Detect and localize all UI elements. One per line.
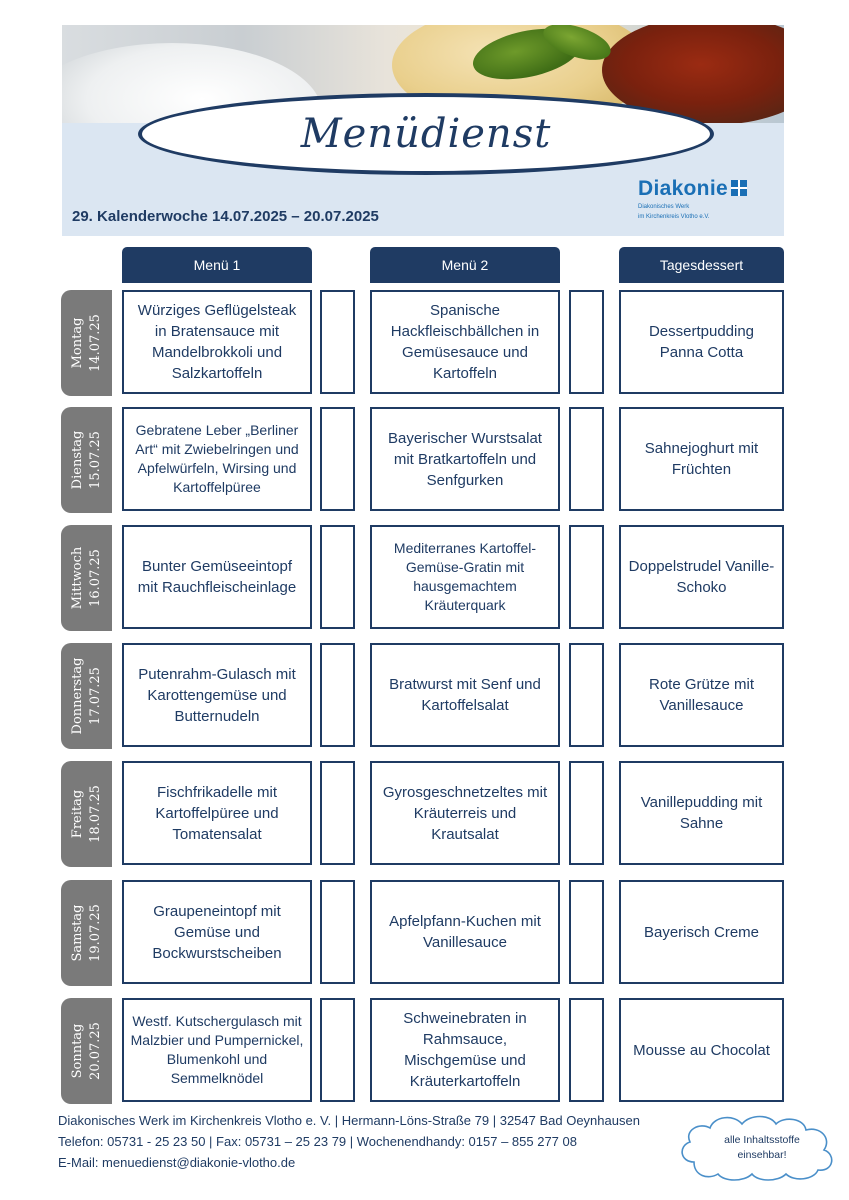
info-cloud bbox=[672, 1112, 849, 1184]
menu1-cell: Bunter Gemüseeintopf mit Rauchfleischeinlage bbox=[122, 525, 312, 629]
day-date: 16.07.25 bbox=[87, 549, 103, 607]
dessert-cell: Dessertpudding Panna Cotta bbox=[619, 290, 784, 394]
menu1-cell: Westf. Kutschergulasch mit Malzbier und Pumpernickel, Blumenkohl und Semmelknödel bbox=[122, 998, 312, 1102]
footer-address: Diakonisches Werk im Kirchenkreis Vlotho e. V. | Hermann-Löns-Straße 79 | 32547 Bad Oeynhausen bbox=[58, 1113, 640, 1128]
menu2-cell: Mediterranes Kartoffel-Gemüse-Gratin mit hausgemachtem Kräuterquark bbox=[370, 525, 560, 629]
day-name: Samstag bbox=[69, 904, 85, 962]
menu2-cell: Schweinebraten in Rahmsauce, Mischgemüse und Kräuterkartoffeln bbox=[370, 998, 560, 1102]
menu1-cell: Putenrahm-Gulasch mit Karottengemüse und Butternudeln bbox=[122, 643, 312, 747]
cloud-note: alle Inhaltsstoffe einsehbar! bbox=[724, 1134, 800, 1161]
menu2-order-box[interactable] bbox=[569, 998, 604, 1102]
day-tab bbox=[61, 525, 112, 631]
day-date: 20.07.25 bbox=[87, 1022, 103, 1080]
footer-phone: Telefon: 05731 - 25 23 50 | Fax: 05731 – 25 23 79 | Wochenendhandy: 0157 – 855 277 08 bbox=[58, 1134, 577, 1149]
menu1-order-box[interactable] bbox=[320, 998, 355, 1102]
menu1-cell: Würziges Geflügelsteak in Bratensauce mit Mandelbrokkoli und Salzkartoffeln bbox=[122, 290, 312, 394]
day-tab bbox=[61, 761, 112, 867]
day-date: 14.07.25 bbox=[87, 314, 103, 372]
day-name: Freitag bbox=[69, 789, 85, 839]
dessert-cell: Mousse au Chocolat bbox=[619, 998, 784, 1102]
title-oval bbox=[138, 93, 714, 175]
menu2-cell: Bayerischer Wurstsalat mit Bratkartoffeln und Senfgurken bbox=[370, 407, 560, 511]
day-tab bbox=[61, 998, 112, 1104]
dessert-cell: Vanillepudding mit Sahne bbox=[619, 761, 784, 865]
diakonie-cross-icon bbox=[731, 180, 747, 196]
logo-subline-1: Diakonisches Werk bbox=[638, 204, 690, 210]
page-title: Menüdienst bbox=[300, 111, 552, 157]
column-header-menu2: Menü 2 bbox=[370, 247, 560, 283]
day-tab bbox=[61, 407, 112, 513]
menu1-cell: Graupeneintopf mit Gemüse und Bockwurstscheiben bbox=[122, 880, 312, 984]
column-header-dessert: Tagesdessert bbox=[619, 247, 784, 283]
dessert-cell: Sahnejoghurt mit Früchten bbox=[619, 407, 784, 511]
day-tab bbox=[61, 290, 112, 396]
menu2-order-box[interactable] bbox=[569, 525, 604, 629]
menu2-order-box[interactable] bbox=[569, 407, 604, 511]
day-name: Mittwoch bbox=[69, 546, 85, 610]
day-name: Montag bbox=[69, 317, 85, 369]
dessert-cell: Doppelstrudel Vanille-Schoko bbox=[619, 525, 784, 629]
column-header-menu1: Menü 1 bbox=[122, 247, 312, 283]
menu2-order-box[interactable] bbox=[569, 761, 604, 865]
week-label: 29. Kalenderwoche 14.07.2025 – 20.07.2025 bbox=[72, 208, 379, 225]
menu2-cell: Spanische Hackfleischbällchen in Gemüsesauce und Kartoffeln bbox=[370, 290, 560, 394]
day-name: Donnerstag bbox=[69, 657, 85, 735]
logo-subline-2: im Kirchenkreis Vlotho e.V. bbox=[638, 214, 710, 220]
header bbox=[62, 25, 784, 236]
menu1-cell: Fischfrikadelle mit Kartoffelpüree und Tomatensalat bbox=[122, 761, 312, 865]
day-date: 19.07.25 bbox=[87, 904, 103, 962]
day-name: Sonntag bbox=[69, 1023, 85, 1079]
menu2-order-box[interactable] bbox=[569, 643, 604, 747]
day-date: 18.07.25 bbox=[87, 785, 103, 843]
dessert-cell: Rote Grütze mit Vanillesauce bbox=[619, 643, 784, 747]
day-tab bbox=[61, 643, 112, 749]
menu1-order-box[interactable] bbox=[320, 643, 355, 747]
menu2-order-box[interactable] bbox=[569, 880, 604, 984]
menu1-order-box[interactable] bbox=[320, 525, 355, 629]
footer bbox=[58, 1110, 640, 1173]
day-name: Dienstag bbox=[69, 430, 85, 490]
menu1-order-box[interactable] bbox=[320, 407, 355, 511]
day-tab bbox=[61, 880, 112, 986]
menu2-cell: Apfelpfann-Kuchen mit Vanillesauce bbox=[370, 880, 560, 984]
day-date: 15.07.25 bbox=[87, 431, 103, 489]
menu1-order-box[interactable] bbox=[320, 761, 355, 865]
footer-email[interactable]: E-Mail: menuedienst@diakonie-vlotho.de bbox=[58, 1155, 296, 1170]
logo-wordmark: Diakonie bbox=[638, 177, 728, 200]
menu2-order-box[interactable] bbox=[569, 290, 604, 394]
menu1-cell: Gebratene Leber „Berliner Art“ mit Zwiebelringen und Apfelwürfeln, Wirsing und Kartoffelpüree bbox=[122, 407, 312, 511]
menu2-cell: Gyrosgeschnetzeltes mit Kräuterreis und Krautsalat bbox=[370, 761, 560, 865]
diakonie-logo bbox=[638, 177, 747, 221]
menu2-cell: Bratwurst mit Senf und Kartoffelsalat bbox=[370, 643, 560, 747]
dessert-cell: Bayerisch Creme bbox=[619, 880, 784, 984]
day-date: 17.07.25 bbox=[87, 667, 103, 725]
menu1-order-box[interactable] bbox=[320, 290, 355, 394]
menu1-order-box[interactable] bbox=[320, 880, 355, 984]
